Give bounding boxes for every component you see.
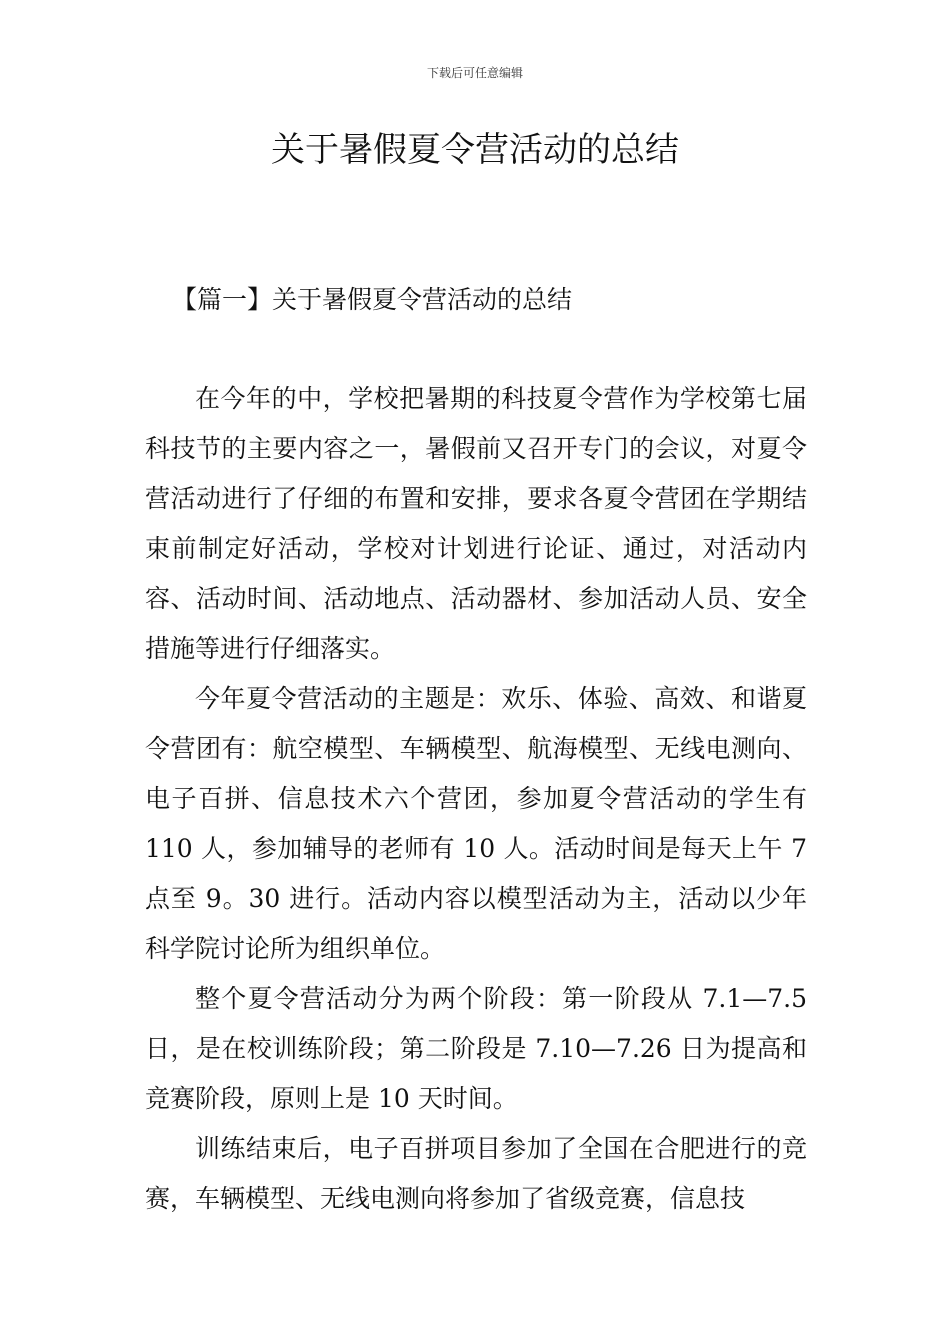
- document-title: 关于暑假夏令营活动的总结: [271, 130, 679, 170]
- paragraph-3: 整个夏令营活动分为两个阶段：第一阶段从 7.1—7.5 日，是在校训练阶段；第二阶段是 7.10—7.26 日为提高和竞赛阶段，原则上是 10 天时间。: [145, 984, 807, 1113]
- document-body: [145, 374, 807, 1224]
- paragraph-4: 训练结束后，电子百拼项目参加了全国在合肥进行的竞赛，车辆模型、无线电测向将参加了省级竞赛，信息技: [145, 1134, 807, 1213]
- header-note: 下载后可任意编辑: [426, 66, 523, 80]
- paragraph-2: 今年夏令营活动的主题是：欢乐、体验、高效、和谐夏令营团有：航空模型、车辆模型、航海模型、无线电测向、电子百拼、信息技术六个营团，参加夏令营活动的学生有 110 人，参加辅导的老师有 10 人。活动时间是每天上午 7 点至 9。30 进行。活动内容以模型活动为主，活动以少年科学院讨论所为组织单位。: [145, 684, 807, 963]
- section-heading: 【篇一】关于暑假夏令营活动的总结: [172, 285, 573, 314]
- paragraph-1: 在今年的中，学校把暑期的科技夏令营作为学校第七届科技节的主要内容之一，暑假前又召开专门的会议，对夏令营活动进行了仔细的布置和安排，要求各夏令营团在学期结束前制定好活动，学校对计划进行论证、通过，对活动内容、活动时间、活动地点、活动器材、参加活动人员、安全措施等进行仔细落实。: [145, 384, 807, 663]
